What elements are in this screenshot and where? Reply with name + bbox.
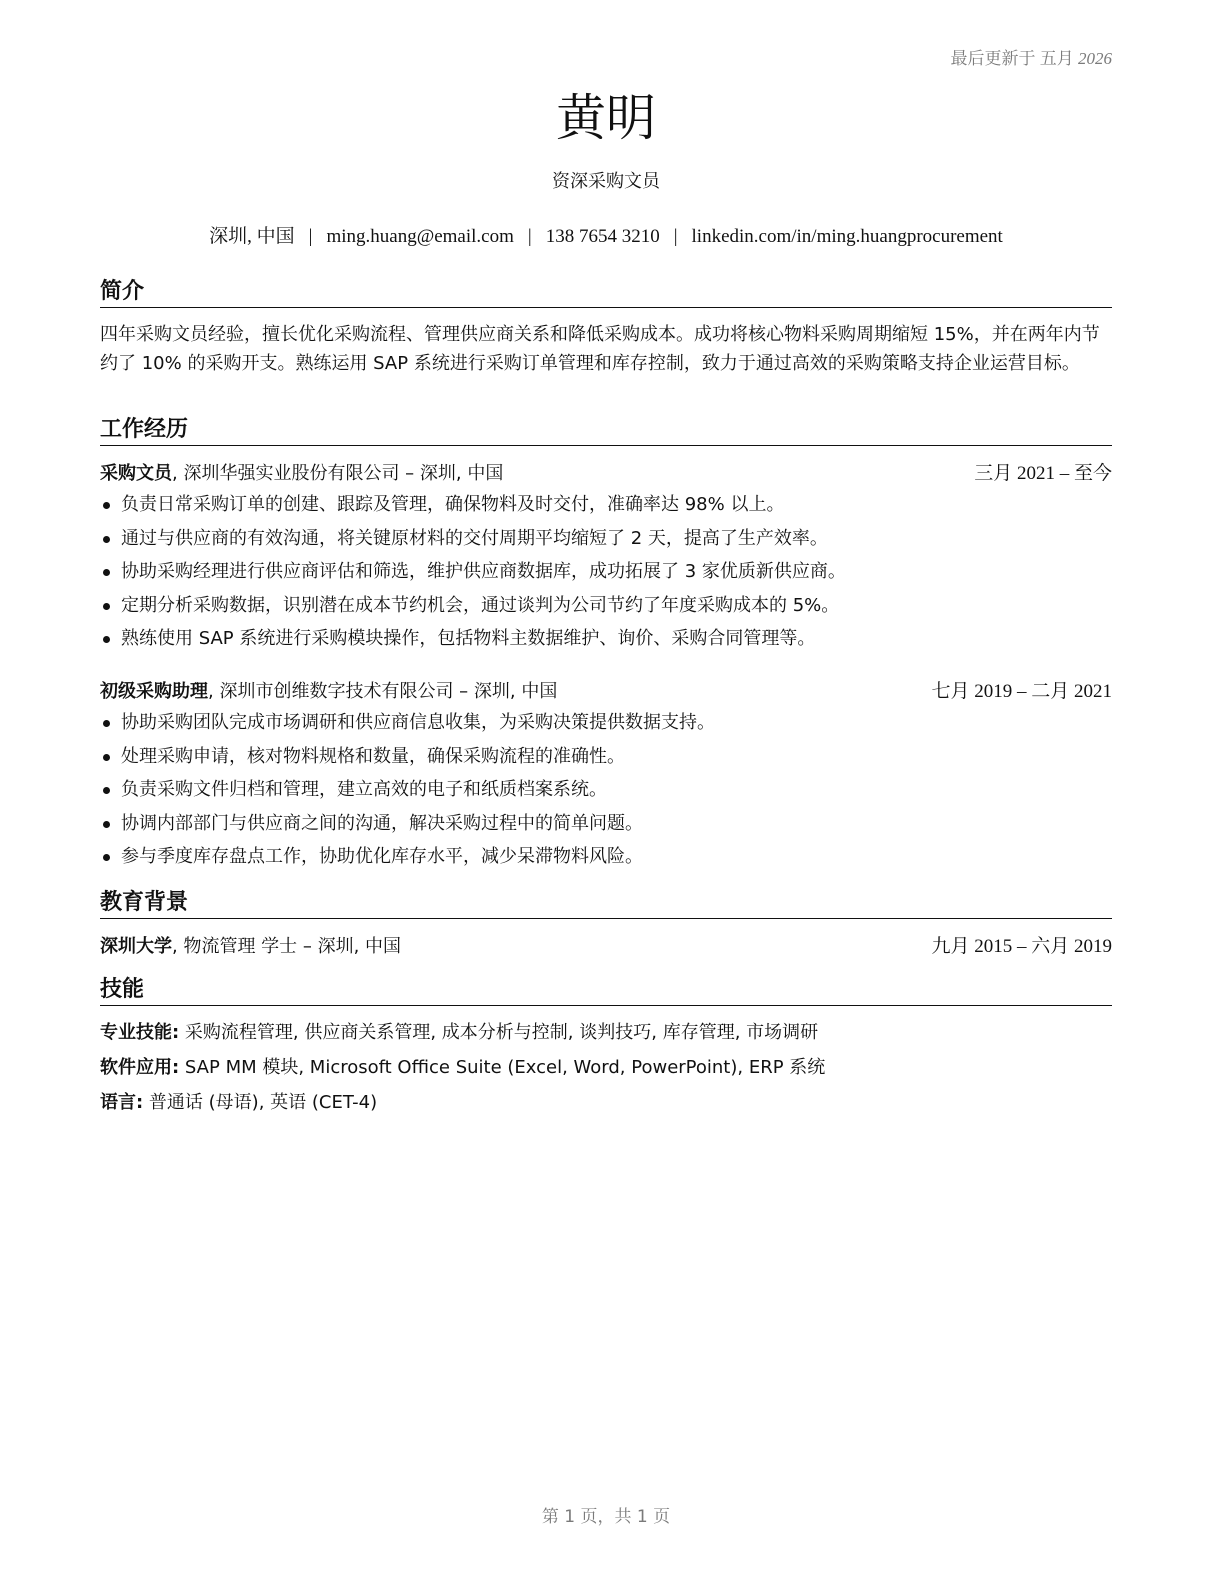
job-dates: 三月 2021 – 至今 bbox=[974, 463, 1112, 484]
job-bullet: 负责采购文件归档和管理，建立高效的电子和纸质档案系统。 bbox=[100, 773, 1112, 807]
job-bullet: 处理采购申请，核对物料规格和数量，确保采购流程的准确性。 bbox=[100, 740, 1112, 774]
education-dates: 九月 2015 – 六月 2019 bbox=[931, 936, 1112, 957]
section-heading-summary: 简介 bbox=[100, 278, 1112, 308]
section-heading-education: 教育背景 bbox=[100, 889, 1112, 919]
skill-row bbox=[100, 1090, 1112, 1116]
job-bullet: 协助采购经理进行供应商评估和筛选，维护供应商数据库，成功拓展了 3 家优质新供应商。 bbox=[100, 555, 1112, 589]
job-org: , 深圳华强实业股份有限公司 – 深圳, 中国 bbox=[172, 463, 504, 484]
skill-value: SAP MM 模块, Microsoft Office Suite (Excel, Word, PowerPoint), ERP 系统 bbox=[179, 1057, 826, 1078]
candidate-title: 资深采购文员 bbox=[552, 171, 660, 192]
contact-line bbox=[100, 224, 1112, 250]
skill-row bbox=[100, 1020, 1112, 1046]
job-role: 采购文员 bbox=[100, 463, 172, 484]
job-role: 初级采购助理 bbox=[100, 681, 208, 702]
contact-phone[interactable]: 138 7654 3210 bbox=[545, 226, 660, 247]
job-header bbox=[100, 461, 1112, 487]
job-bullet: 熟练使用 SAP 系统进行采购模块操作，包括物料主数据维护、询价、采购合同管理等。 bbox=[100, 622, 1112, 656]
page-number: 第 1 页，共 1 页 bbox=[541, 1507, 671, 1527]
skill-value: 普通话 (母语), 英语 (CET-4) bbox=[143, 1092, 378, 1113]
job-bullet: 通过与供应商的有效沟通，将关键原材料的交付周期平均缩短了 2 天，提高了生产效率。 bbox=[100, 522, 1112, 556]
contact-email[interactable]: ming.huang@email.com bbox=[326, 226, 514, 247]
section-heading-experience: 工作经历 bbox=[100, 416, 1112, 446]
contact-location: 深圳, 中国 bbox=[209, 226, 295, 247]
job-header bbox=[100, 679, 1112, 705]
education-school: 深圳大学 bbox=[100, 936, 172, 957]
job-bullet: 协助采购团队完成市场调研和供应商信息收集，为采购决策提供数据支持。 bbox=[100, 706, 1112, 740]
job-bullet: 定期分析采购数据，识别潜在成本节约机会，通过谈判为公司节约了年度采购成本的 5%。 bbox=[100, 589, 1112, 623]
resume-page bbox=[100, 0, 1112, 1584]
candidate-name: 黄明 bbox=[556, 89, 656, 147]
section-heading-skills: 技能 bbox=[100, 976, 1112, 1006]
skill-label: 专业技能: bbox=[100, 1022, 180, 1043]
contact-separator: | bbox=[308, 226, 313, 247]
skill-label: 软件应用: bbox=[100, 1057, 180, 1078]
job-bullet: 负责日常采购订单的创建、跟踪及管理，确保物料及时交付，准确率达 98% 以上。 bbox=[100, 488, 1112, 522]
summary-text: 四年采购文员经验，擅长优化采购流程、管理供应商关系和降低采购成本。成功将核心物料采购周期缩短 15%，并在两年内节约了 10% 的采购开支。熟练运用 SAP 系统进行采购订单管理和库存控制，致力于通过高效的采购策略支持企业运营目标。 bbox=[100, 324, 1100, 374]
job-bullets bbox=[100, 488, 1112, 656]
contact-separator: | bbox=[527, 226, 532, 247]
job-bullet: 协调内部部门与供应商之间的沟通，解决采购过程中的简单问题。 bbox=[100, 807, 1112, 841]
last-updated bbox=[951, 44, 1113, 69]
skill-label: 语言: bbox=[100, 1092, 144, 1113]
job-bullets bbox=[100, 706, 1112, 874]
contact-linkedin[interactable]: linkedin.com/in/ming.huangprocurement bbox=[691, 226, 1003, 247]
job-bullet: 参与季度库存盘点工作，协助优化库存水平，减少呆滞物料风险。 bbox=[100, 840, 1112, 874]
last-updated-year: 2026 bbox=[1078, 49, 1112, 68]
job-org: , 深圳市创维数字技术有限公司 – 深圳, 中国 bbox=[208, 681, 558, 702]
contact-separator: | bbox=[673, 226, 678, 247]
last-updated-label: 最后更新于 五月 bbox=[950, 49, 1074, 68]
education-entry bbox=[100, 934, 1112, 960]
education-detail: , 物流管理 学士 – 深圳, 中国 bbox=[172, 936, 402, 957]
job-dates: 七月 2019 – 二月 2021 bbox=[931, 681, 1112, 702]
skill-row bbox=[100, 1055, 1112, 1081]
skill-value: 采购流程管理, 供应商关系管理, 成本分析与控制, 谈判技巧, 库存管理, 市场调研 bbox=[179, 1022, 819, 1043]
